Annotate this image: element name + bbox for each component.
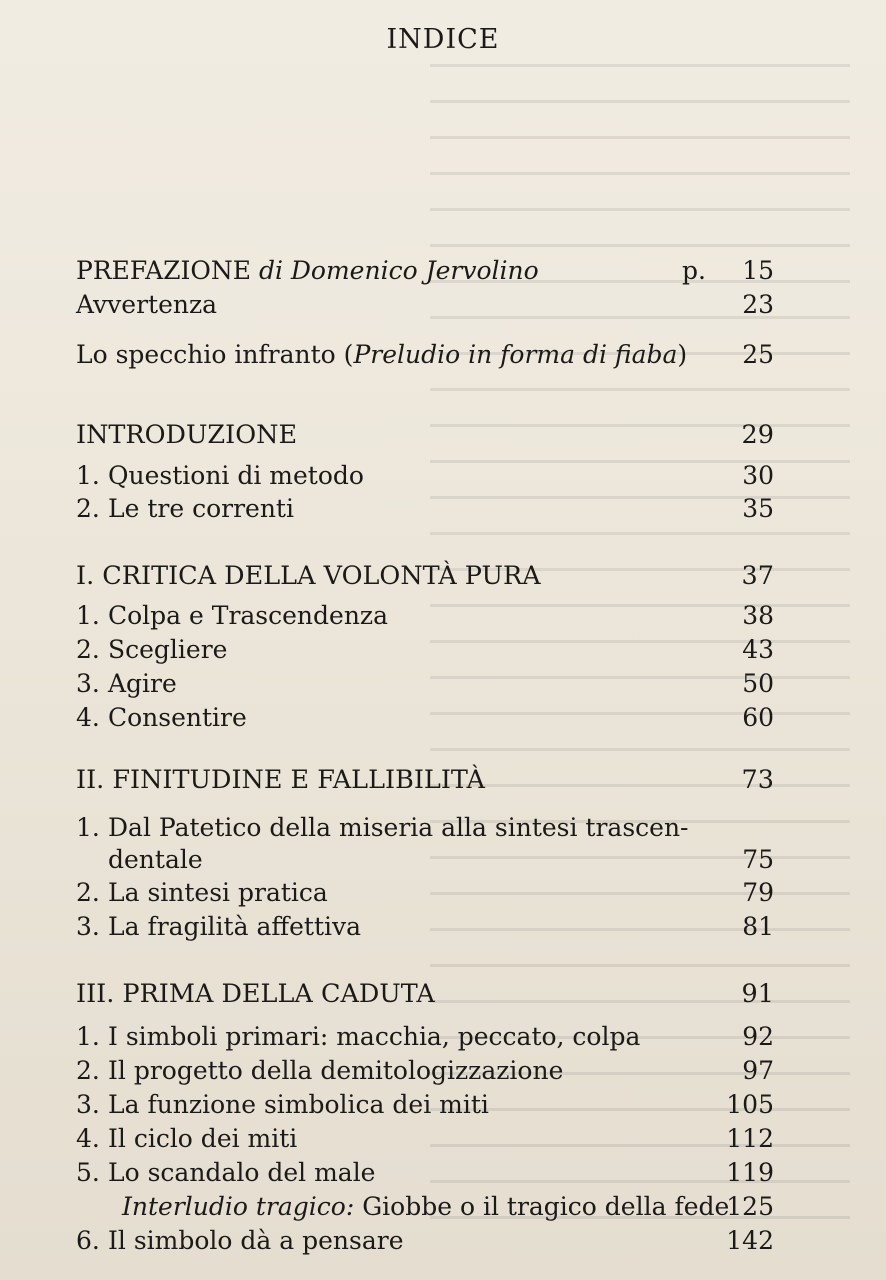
book-page: INDICE PREFAZIONE di Domenico Jervolino p. 15 Avvertenza 23 Lo specchio infranto (Preludio in forma di fiaba) 25 INTRODUZIONE 29 1. Questioni di metodo 30 2. Le tre correnti 35 I. CRITICA DELLA VOLONTÀ PURA 37 1. Colpa e Trascendenza 38 2. Scegliere 43 3. Agire 50 4. Consentire 60 II. FINITUDINE E FALLIBILITÀ 73 1. Dal Patetico della miseria alla sintesi trascen- dentale 75 2. La sintesi pratica 79 3. La fragilità affettiva 81 III. PRIMA DELLA CADUTA 91 1. I simboli primari: macchia, peccato, colpa 92 2. Il progetto della demitologizzazione 97 3. La funzione simbolica dei miti 105 4. Il ciclo dei miti 112 5. Lo scandalo del male 119 Interludio tragico: Giobbe o il tragico della fede 125 6. Il simbolo dà a pensare 142 (0, 0, 886, 1280)
page-title: INDICE (386, 24, 500, 55)
